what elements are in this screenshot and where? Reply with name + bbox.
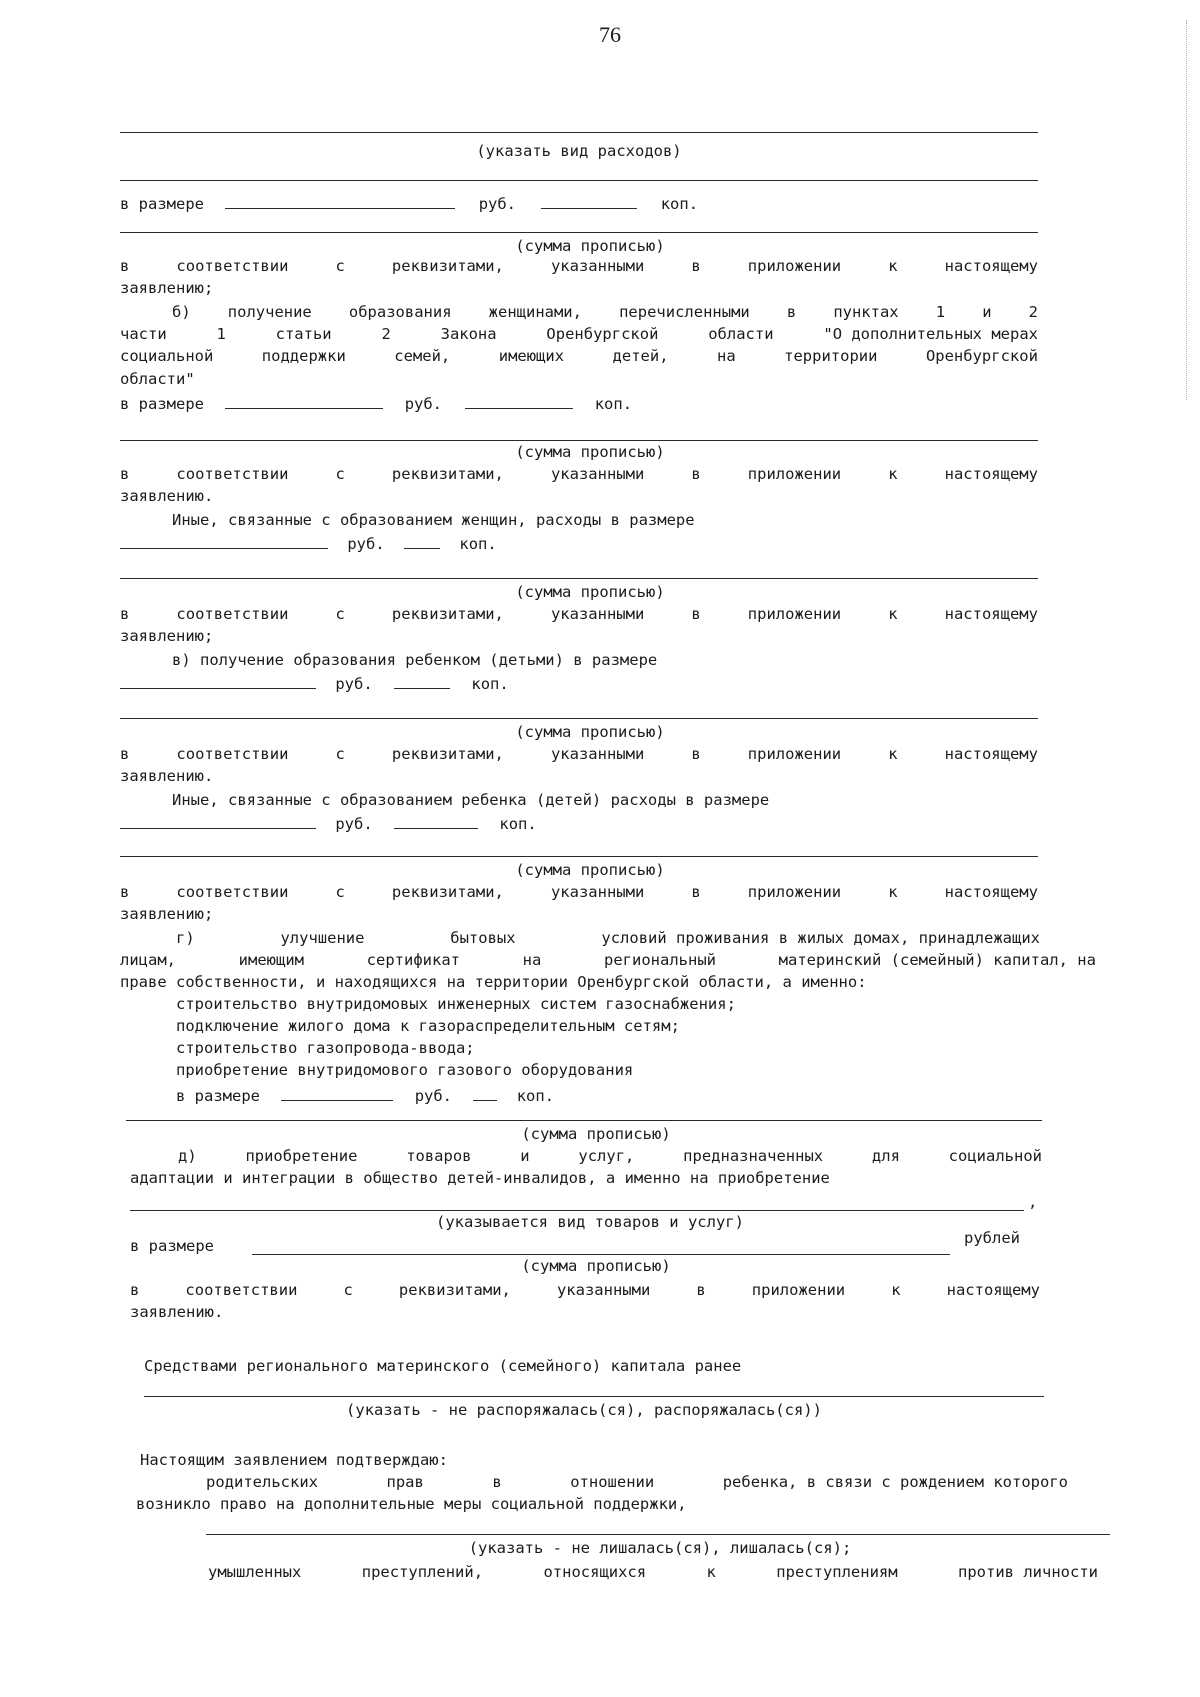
item-g-list-item: приобретение внутридомового газового оборудования xyxy=(176,1061,634,1079)
amount-row: в размере руб. коп. xyxy=(120,392,632,414)
kop-blank xyxy=(541,192,637,209)
sum-line xyxy=(120,440,1038,441)
amount-row: руб. коп. xyxy=(120,532,497,554)
requisites-line: в соответствии с реквизитами, указанными в приложении к настоящему xyxy=(130,1281,1040,1299)
requisites-end: заявлению; xyxy=(120,905,214,923)
kop-text: коп. xyxy=(660,195,699,213)
confirm-heading: Настоящим заявлением подтверждаю: xyxy=(140,1451,448,1469)
requisites-line: в соответствии с реквизитами, указанными в приложении к настоящему xyxy=(120,465,1038,483)
sum-words-label: (сумма прописью) xyxy=(515,583,665,601)
deprived-label: (указать - не лишалась(ся), лишалась(ся); xyxy=(468,1539,852,1557)
requisites-end: заявлению; xyxy=(120,627,214,645)
other-women-text: Иные, связанные с образованием женщин, расходы в размере xyxy=(172,511,695,529)
requisites-line: в соответствии с реквизитами, указанными в приложении к настоящему xyxy=(120,605,1038,623)
requisites-line: в соответствии с реквизитами, указанными в приложении к настоящему xyxy=(120,883,1038,901)
expense-type-line-2 xyxy=(120,180,1038,181)
in-amount-text: в размере xyxy=(130,1237,214,1255)
sum-words-label: (сумма прописью) xyxy=(515,723,665,741)
amount-row: в размере руб. коп. xyxy=(176,1084,554,1106)
item-g-list-item: строительство внутридомовых инженерных систем газоснабжения; xyxy=(176,995,736,1013)
sum-words-label: (сумма прописью) xyxy=(521,1125,671,1143)
sum-line xyxy=(120,232,1038,233)
requisites-line: в соответствии с реквизитами, указанными в приложении к настоящему xyxy=(120,257,1038,275)
kop-blank xyxy=(404,532,440,549)
deprived-line xyxy=(206,1534,1110,1535)
prior-funds-text: Средствами регионального материнского (семейного) капитала ранее xyxy=(144,1357,742,1375)
kop-blank xyxy=(473,1084,497,1101)
in-amount-text: в размере xyxy=(120,195,204,213)
item-b-line-3: социальной поддержки семей, имеющих детей, на территории Оренбургской xyxy=(120,347,1038,365)
item-v-text: в) получение образования ребенком (детьми) в размере xyxy=(172,651,658,669)
requisites-end: заявлению; xyxy=(120,279,214,297)
item-g-line-1: г) улучшение бытовых условий проживания в жилых домах, принадлежащих xyxy=(176,929,1040,947)
item-g-list-item: строительство газопровода-ввода; xyxy=(176,1039,475,1057)
page-number: 76 xyxy=(599,22,621,47)
rub-blank xyxy=(225,392,383,409)
sum-line xyxy=(120,856,1038,857)
rubles-text: рублей xyxy=(964,1229,1020,1247)
requisites-end: заявлению. xyxy=(130,1303,224,1321)
item-g-list-item: подключение жилого дома к газораспределительным сетям; xyxy=(176,1017,680,1035)
sum-line xyxy=(120,718,1038,719)
rub-blank xyxy=(281,1084,393,1101)
rub-blank xyxy=(120,672,316,689)
goods-type-label: (указывается вид товаров и услуг) xyxy=(436,1213,744,1231)
sum-line xyxy=(126,1120,1042,1121)
sum-words-label: (сумма прописью) xyxy=(515,443,665,461)
expense-type-line xyxy=(120,132,1038,133)
rub-text: руб. xyxy=(478,195,517,213)
rub-blank xyxy=(120,812,316,829)
item-d-line-2: адаптации и интеграции в общество детей-инвалидов, а именно на приобретение xyxy=(130,1169,830,1187)
kop-blank xyxy=(465,392,573,409)
sum-words-label: (сумма прописью) xyxy=(515,861,665,879)
goods-comma: , xyxy=(1028,1193,1038,1211)
disposed-label: (указать - не распоряжалась(ся), распоряжалась(ся)) xyxy=(346,1401,822,1419)
goods-line xyxy=(130,1210,1024,1211)
item-g-line-2: лицам, имеющим сертификат на региональный материнский (семейный) капитал, на xyxy=(120,951,1096,969)
item-b-line-4: области" xyxy=(120,370,195,388)
rub-blank xyxy=(225,192,455,209)
kop-blank xyxy=(394,812,478,829)
kop-blank xyxy=(394,672,450,689)
requisites-end: заявлению. xyxy=(120,767,214,785)
rubles-blank xyxy=(252,1254,950,1255)
item-b-line-1: б) получение образования женщинами, перечисленными в пунктах 1 и 2 xyxy=(172,303,1038,321)
item-b-line-2: части 1 статьи 2 Закона Оренбургской области "О дополнительных мерах xyxy=(120,325,1038,343)
parental-line-1: родительских прав в отношении ребенка, в связи с рождением которого xyxy=(206,1473,1068,1491)
amount-row: руб. коп. xyxy=(120,812,537,834)
item-d-line-1: д) приобретение товаров и услуг, предназначенных для социальной xyxy=(178,1147,1042,1165)
sum-line xyxy=(120,578,1038,579)
parental-line-2: возникло право на дополнительные меры социальной поддержки, xyxy=(136,1495,687,1513)
rub-blank xyxy=(120,532,328,549)
sum-words-label: (сумма прописью) xyxy=(521,1257,671,1275)
requisites-end: заявлению. xyxy=(120,487,214,505)
item-g-line-3: праве собственности, и находящихся на территории Оренбургской области, а именно: xyxy=(120,973,867,991)
crimes-line: умышленных преступлений, относящихся к преступлениям против личности xyxy=(208,1563,1098,1581)
sum-words-label: (сумма прописью) xyxy=(515,237,665,255)
scan-edge-line xyxy=(1186,20,1187,400)
amount-row xyxy=(120,192,698,214)
requisites-line: в соответствии с реквизитами, указанными в приложении к настоящему xyxy=(120,745,1038,763)
prior-funds-line xyxy=(144,1396,1044,1397)
other-child-text: Иные, связанные с образованием ребенка (детей) расходы в размере xyxy=(172,791,770,809)
amount-row: руб. коп. xyxy=(120,672,509,694)
expense-type-label: (указать вид расходов) xyxy=(476,142,682,160)
